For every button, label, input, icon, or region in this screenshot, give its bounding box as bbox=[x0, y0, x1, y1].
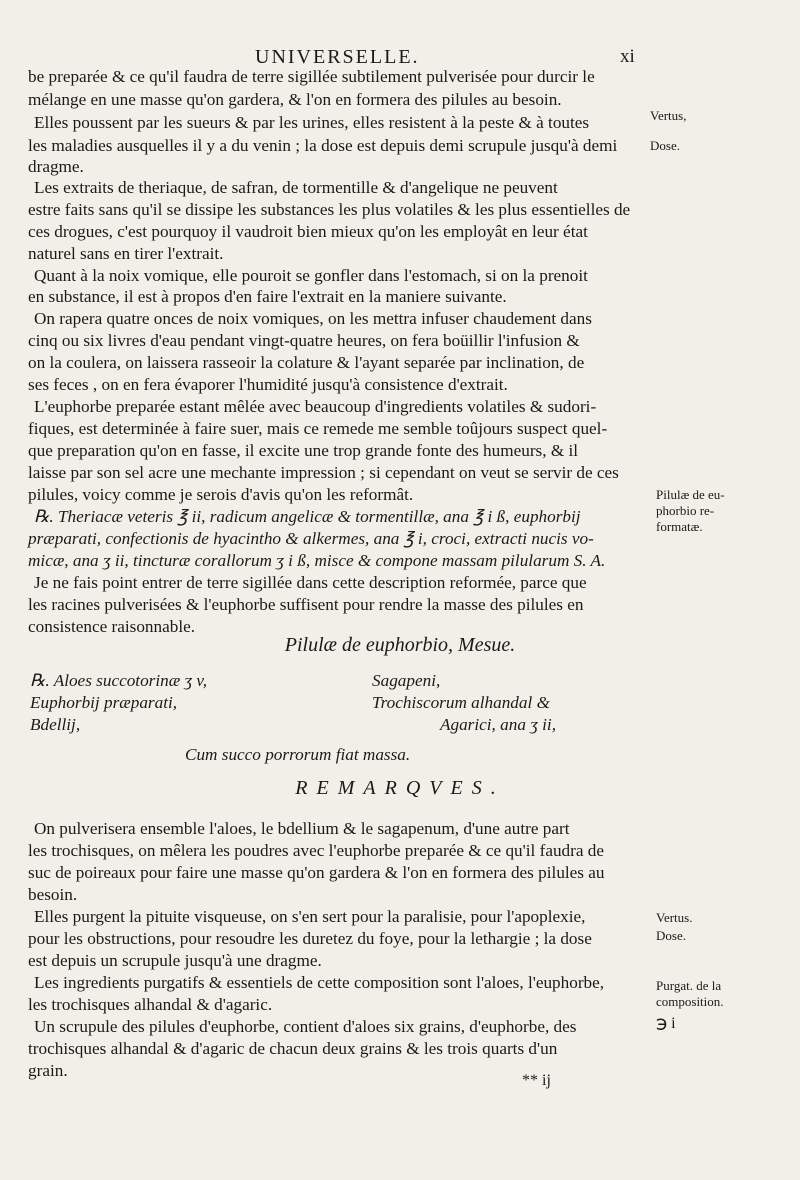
section-heading: Pilulæ de euphorbio, Mesue. bbox=[284, 634, 516, 656]
text-line: Quant à la noix vomique, elle pouroit se gonfler dans l'estomach, si on la prenoit bbox=[34, 266, 588, 285]
text-line: grain. bbox=[28, 1061, 68, 1080]
margin-note-vertus: Vertus, bbox=[650, 108, 687, 123]
text-line: pilules, voicy comme je serois d'avis qu'on les reformât. bbox=[28, 485, 414, 504]
formula-ingredient: Euphorbij præparati, bbox=[30, 693, 178, 712]
text-line: les trochisques alhandal & d'agaric. bbox=[28, 995, 273, 1014]
page-number: xi bbox=[620, 46, 635, 67]
text-line: naturel sans en tirer l'extrait. bbox=[28, 244, 224, 263]
formula-ingredient: Sagapeni, bbox=[372, 671, 441, 690]
text-line: est depuis un scrupule jusqu'à une dragme. bbox=[28, 951, 322, 970]
text-line: estre faits sans qu'il se dissipe les substances les plus volatiles & les plus essentielles de bbox=[28, 200, 631, 219]
text-line: be preparée & ce qu'il faudra de terre sigillée subtilement pulverisée pour durcir le bbox=[28, 67, 595, 86]
margin-note-vertus: Vertus. bbox=[656, 910, 693, 925]
text-line: cinq ou six livres d'eau pendant vingt-quatre heures, on fera boüillir l'infusion & bbox=[28, 331, 580, 350]
recipe-line: micæ, ana ʒ ii, tincturæ corallorum ʒ i ß, misce & compone massam pilularum S. A. bbox=[28, 551, 606, 570]
margin-note-dose: Dose. bbox=[650, 138, 680, 153]
text-line: trochisques alhandal & d'agaric de chacun deux grains & les trois quarts d'un bbox=[28, 1039, 558, 1058]
text-line: Elles poussent par les sueurs & par les urines, elles resistent à la peste & à toutes bbox=[34, 113, 590, 132]
text-line: les trochisques, on mêlera les poudres avec l'euphorbe preparée & ce qu'il faudra de bbox=[28, 841, 605, 860]
text-line: ces drogues, c'est pourquoy il vaudroit bien mieux qu'on les employât en leur état bbox=[28, 222, 588, 241]
margin-note-purgatifs: composition. bbox=[656, 994, 724, 1009]
text-line: besoin. bbox=[28, 885, 78, 904]
formula-ingredient: Trochiscorum alhandal & bbox=[372, 693, 550, 712]
recipe-line: præparati, confectionis de hyacintho & alkermes, ana ℥ i, croci, extracti nucis vo- bbox=[28, 529, 594, 548]
text-line: fiques, est determinée à faire suer, mais ce remede me semble toûjours suspect quel- bbox=[28, 419, 608, 438]
text-line: Les ingredients purgatifs & essentiels de cette composition sont l'aloes, l'euphorbe, bbox=[34, 973, 605, 992]
text-line: en substance, il est à propos d'en faire l'extrait en la maniere suivante. bbox=[28, 287, 507, 306]
text-line: laisse par son sel acre une mechante impression ; si cependant on veut se servir de ces bbox=[28, 463, 619, 482]
formula-ingredient: ℞. Aloes succotorinæ ʒ v, bbox=[30, 671, 208, 690]
text-line: Elles purgent la pituite visqueuse, on s'en sert pour la paralisie, pour l'apoplexie, bbox=[34, 907, 586, 926]
text-line: Un scrupule des pilules d'euphorbe, contient d'aloes six grains, d'euphorbe, des bbox=[34, 1017, 577, 1036]
signature-mark: ** ij bbox=[522, 1072, 551, 1089]
running-title: UNIVERSELLE. bbox=[255, 46, 420, 68]
text-line: pour les obstructions, pour resoudre les duretez du foye, pour la lethargie ; la dose bbox=[28, 929, 592, 948]
margin-note-purgatifs: Purgat. de la bbox=[656, 978, 722, 993]
text-line: On pulverisera ensemble l'aloes, le bdellium & le sagapenum, d'une autre part bbox=[34, 819, 570, 838]
text-line: Les extraits de theriaque, de safran, de tormentille & d'angelique ne peuvent bbox=[34, 178, 558, 197]
text-line: les racines pulverisées & l'euphorbe suffisent pour rendre la masse des pilules en bbox=[28, 595, 584, 614]
remarques-heading: REMARQVES. bbox=[295, 777, 505, 799]
formula-ingredient: Agarici, ana ʒ ii, bbox=[440, 715, 556, 734]
margin-note-pilulae: formatæ. bbox=[656, 519, 703, 534]
recipe-line: ℞. Theriacæ veteris ℥ ii, radicum angelicæ & tormentillæ, ana ℥ i ß, euphorbij bbox=[34, 507, 581, 526]
margin-note-pilulae: phorbio re- bbox=[656, 503, 715, 518]
text-line: On rapera quatre onces de noix vomiques, on les mettra infuser chaudement dans bbox=[34, 309, 592, 328]
margin-note-pilulae: Pilulæ de eu- bbox=[656, 487, 725, 502]
formula-ingredient: Bdellij, bbox=[30, 715, 81, 734]
formula-instruction: Cum succo porrorum fiat massa. bbox=[185, 745, 411, 764]
text-line: dragme. bbox=[28, 157, 84, 176]
text-line: que preparation qu'on en fasse, il excite une trop grande fonte des humeurs, & il bbox=[28, 441, 579, 460]
text-line: ses feces , on en fera évaporer l'humidité jusqu'à consistence d'extrait. bbox=[28, 375, 508, 394]
margin-note-scruple: ℈ i bbox=[656, 1015, 676, 1032]
text-line: les maladies ausquelles il y a du venin ; la dose est depuis demi scrupule jusqu'à demi bbox=[28, 136, 618, 155]
text-line: L'euphorbe preparée estant mêlée avec beaucoup d'ingredients volatiles & sudori- bbox=[34, 397, 597, 416]
margin-note-dose: Dose. bbox=[656, 928, 686, 943]
text-line: suc de poireaux pour faire une masse qu'on gardera & l'on en formera des pilules au bbox=[28, 863, 605, 882]
text-line: Je ne fais point entrer de terre sigillée dans cette description reformée, parce que bbox=[34, 573, 587, 592]
text-line: on la coulera, on laissera rasseoir la colature & l'ayant separée par inclination, de bbox=[28, 353, 585, 372]
text-line: mélange en une masse qu'on gardera, & l'on en formera des pilules au besoin. bbox=[28, 90, 562, 109]
text-line: consistence raisonnable. bbox=[28, 617, 196, 636]
